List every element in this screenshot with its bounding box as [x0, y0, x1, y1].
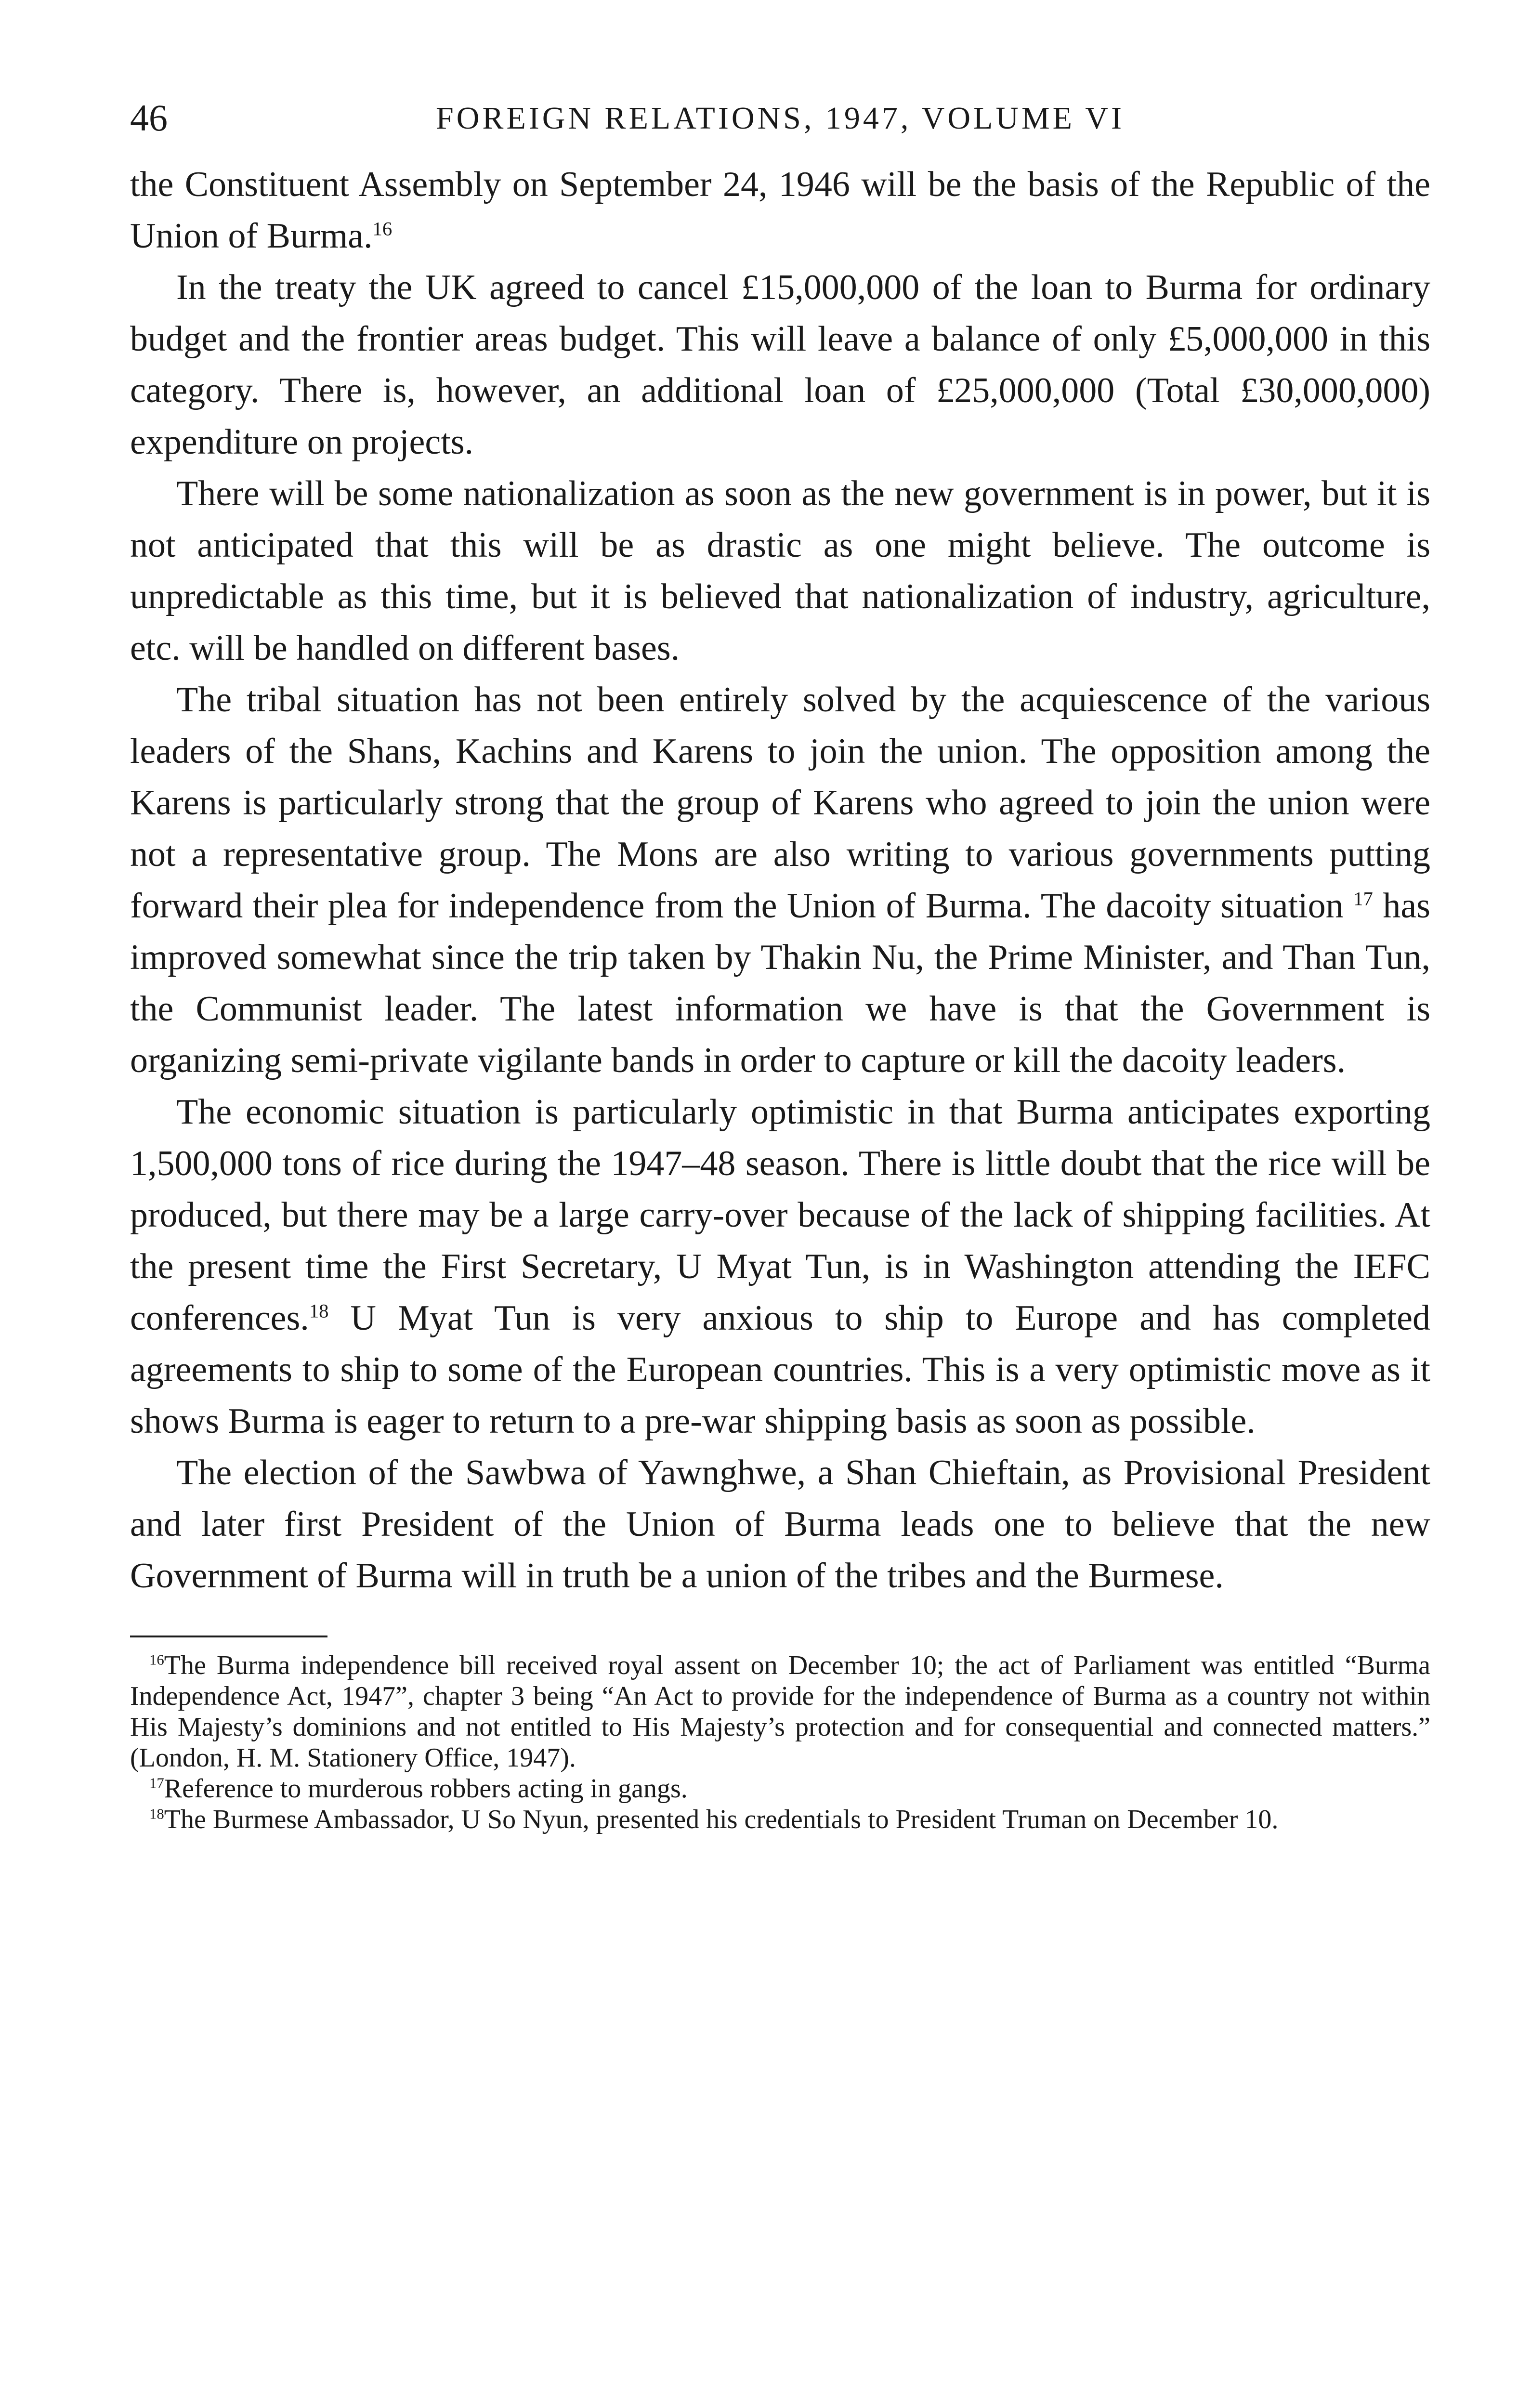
- paragraph-economic-situation: [130, 1086, 1430, 1447]
- body-text: [130, 159, 1430, 1602]
- document-page: [130, 96, 1430, 1835]
- footnotes: [130, 1650, 1430, 1835]
- footnote-text: Reference to murderous robbers acting in gangs.: [164, 1774, 688, 1804]
- paragraph-text-continued: U Myat Tun is very anxious to ship to Europe and has completed agreements to ship to some of the European countries. This is a very optimistic move as it shows Burma is eager to return to a pre-war shipping basis as soon as possible.: [130, 1298, 1430, 1441]
- paragraph-text-continued: has improved somewhat since the trip taken by Thakin Nu, the Prime Minister, and Than Tun, the Communist leader. The latest information we have is that the Government is organizing semi-private vigilante bands in order to capture or kill the dacoity leaders.: [130, 886, 1430, 1080]
- paragraph-text: The tribal situation has not been entirely solved by the acquiescence of the various leaders of the Shans, Kachins and Karens to join the union. The opposition among the Karens is particularly strong that the group of Karens who agreed to join the union were not a representative group. The Mons are also writing to various governments putting forward their plea for independence from the Union of Burma. The dacoity situation: [130, 680, 1430, 926]
- footnote-17: [130, 1773, 1430, 1804]
- paragraph-election: [130, 1447, 1430, 1602]
- paragraph-text: The economic situation is particularly optimistic in that Burma anticipates exporting 1,500,000 tons of rice during the 1947–48 season. There is little doubt that the rice will be produced, but there may be a large carry-over because of the lack of shipping facilities. At the present time the First Secretary, U Myat Tun, is in Washington attending the IEFC conferences.: [130, 1092, 1430, 1338]
- footnote-marker: 18: [149, 1806, 164, 1822]
- footnote-ref-17[interactable]: 17: [1353, 888, 1373, 910]
- paragraph-text: the Constituent Assembly on September 24, 1946 will be the basis of the Republic of the Union of Burma.: [130, 165, 1430, 256]
- paragraph-text: There will be some nationalization as soon as the new government is in power, but it is not anticipated that this will be as drastic as one might believe. The outcome is unpredictable as this time, but it is believed that nationalization of industry, agriculture, etc. will be handled on different bases.: [130, 474, 1430, 668]
- page-number: 46: [130, 97, 168, 139]
- paragraph-continuation: [130, 159, 1430, 262]
- running-header: [130, 96, 1430, 154]
- footnote-16: [130, 1650, 1430, 1773]
- footnote-divider: [130, 1636, 327, 1637]
- footnote-text: The Burma independence bill received royal assent on December 10; the act of Parliament was entitled “Burma Independence Act, 1947”, chapter 3 being “An Act to provide for the independence of Burma as a country not within His Majesty’s dominions and not entitled to His Majesty’s protection and for consequential and connected matters.” (London, H. M. Stationery Office, 1947).: [130, 1650, 1430, 1773]
- footnote-text: The Burmese Ambassador, U So Nyun, presented his credentials to President Truman on December 10.: [164, 1805, 1279, 1834]
- footnote-marker: 16: [149, 1651, 164, 1668]
- paragraph-nationalization: [130, 468, 1430, 674]
- paragraph-tribal-situation: [130, 674, 1430, 1086]
- running-title: FOREIGN RELATIONS, 1947, VOLUME VI: [436, 101, 1125, 136]
- paragraph-treaty-loan: [130, 262, 1430, 468]
- paragraph-text: In the treaty the UK agreed to cancel £15,000,000 of the loan to Burma for ordinary budget and the frontier areas budget. This will leave a balance of only £5,000,000 in this category. There is, however, an additional loan of £25,000,000 (Total £30,000,000) expenditure on projects.: [130, 268, 1430, 462]
- footnote-18: [130, 1804, 1430, 1835]
- footnote-ref-18[interactable]: 18: [309, 1300, 329, 1322]
- footnote-marker: 17: [149, 1775, 164, 1792]
- paragraph-text: The election of the Sawbwa of Yawnghwe, a Shan Chieftain, as Provisional President and later first President of the Union of Burma leads one to believe that the new Government of Burma will in truth be a union of the tribes and the Burmese.: [130, 1453, 1430, 1596]
- footnote-ref-16[interactable]: 16: [372, 218, 393, 240]
